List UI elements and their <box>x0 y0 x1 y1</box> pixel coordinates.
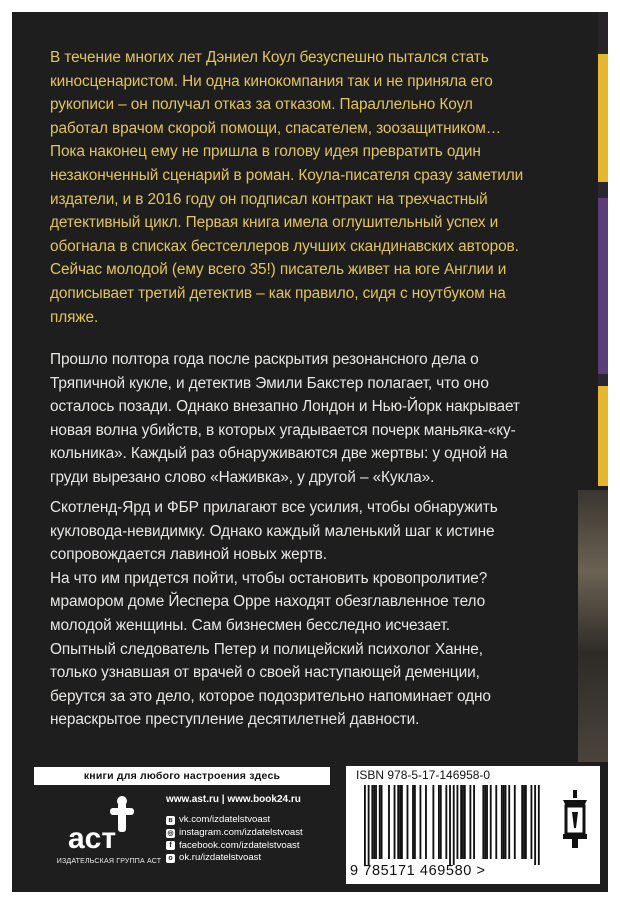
social-link-text: ok.ru/izdatelstvoast <box>179 852 262 864</box>
spine-strip-dark-2 <box>598 182 608 198</box>
barcode-bar <box>440 785 442 859</box>
barcode-bar <box>482 785 484 859</box>
barcode-bar <box>371 785 373 859</box>
slogan-bar: книги для любого настроения здесь <box>34 767 330 785</box>
barcode-bar <box>381 785 383 859</box>
spine-strip-dark-3 <box>598 374 608 386</box>
spine-strip-dark <box>598 12 608 54</box>
bio-line: работал врачом скорой помощи, спасателем, зоозащитником… <box>50 119 502 137</box>
social-link-text: instagram.com/izdatelstvoast <box>179 826 303 838</box>
barcode-bar <box>399 785 401 859</box>
barcode-bar <box>503 785 505 859</box>
barcode-bar <box>394 785 396 859</box>
bio-line: обогнала в списках бестселлеров лучших скандинавских авторов. <box>50 237 519 255</box>
bio-line: пляже. <box>50 308 99 326</box>
bio-line: детективный цикл. Первая книга имела оглушительный успех и <box>50 214 499 232</box>
barcode-bar <box>425 785 427 859</box>
barcode-bar <box>501 785 503 859</box>
barcode-bar <box>508 785 510 859</box>
social-link[interactable] <box>166 827 336 840</box>
barcode-bar <box>438 785 440 859</box>
plot2-line: На что им придется пойти, чтобы остановить кровопролитие? <box>50 569 488 587</box>
barcode-bar <box>388 785 390 859</box>
social-link[interactable] <box>166 852 336 865</box>
social-link-text: vk.com/izdatelstvoast <box>179 814 271 825</box>
plot-line: осталось позади. Однако внезапно Лондон и Нью-Йорк накрывает <box>50 398 520 416</box>
plot2-line: кукловода-невидимку. Однако каждый маленький шаг к истине <box>50 522 495 540</box>
plot2-line: только узнавшая от врачей о своей наступающей деменции, <box>50 664 480 682</box>
bio-line: дописывает третий детектив – как правило, сидя с ноутбуком на <box>50 284 506 302</box>
barcode-bar <box>505 785 507 859</box>
barcode-bar <box>521 785 523 859</box>
barcode-bar <box>412 785 414 859</box>
social-link-text: facebook.com/izdatelstvoast <box>179 839 300 851</box>
ast-logo <box>60 796 152 858</box>
isbn: ISBN 978-5-17-146958-0 <box>356 768 491 782</box>
bio-line: незаконченный сценарий в роман. Коула-писателя сразу заметили <box>50 166 524 184</box>
barcode-bar <box>375 785 377 859</box>
barcode-bar <box>379 785 381 859</box>
publisher-name: ИЗДАТЕЛЬСКАЯ ГРУППА АСТ <box>56 858 162 865</box>
barcode-bar <box>401 785 403 859</box>
plot-line: груди вырезано слово «Наживка», у другой – «Кукла». <box>50 468 435 486</box>
barcode-bar <box>420 785 422 859</box>
barcode-bar <box>462 785 464 859</box>
barcode-bar <box>464 785 466 859</box>
barcode-bar <box>432 785 434 859</box>
plot2-line: мрамором доме Йеспера Орре находят обезглавленное тело <box>50 593 486 611</box>
barcode-bar <box>473 785 475 859</box>
bio-line: Сейчас молодой (ему всего 35!) писатель живет на юге Англии и <box>50 261 507 279</box>
bio-line: рукописи – он получал отказ за отказом. Параллельно Коул <box>50 96 473 114</box>
book-back-cover <box>12 12 608 892</box>
social-link[interactable] <box>166 840 336 853</box>
plot-line: Тряпичной кукле, и детектив Эмили Бакстер полагает, что оно <box>50 374 489 392</box>
vk-icon: в <box>166 816 175 825</box>
websites[interactable]: www.ast.ru | www.book24.ru <box>166 794 301 805</box>
barcode-bar <box>449 785 451 865</box>
plot-line: Прошло полтора года после раскрытия резонансного дела о <box>50 351 479 368</box>
cover-edge-photo <box>578 490 608 762</box>
barcode-bar <box>495 785 497 859</box>
plot2-line: нераскрытое преступление десятилетней давности. <box>50 711 420 729</box>
barcode-bar <box>457 785 459 859</box>
barcode-bar <box>414 785 416 859</box>
barcode-bar <box>534 785 536 865</box>
barcode-digits: 9 785171 469580 > <box>350 863 486 879</box>
ok-icon: о <box>166 854 175 863</box>
barcode-bar <box>445 785 447 859</box>
social-link[interactable] <box>166 814 336 827</box>
bio-line: киносценаристом. Ни одна кинокомпания так и не приняла его <box>50 72 493 90</box>
barcode-bar <box>368 785 370 865</box>
barcode-bar <box>523 785 525 859</box>
barcode-bar <box>469 785 471 859</box>
plot-summary <box>50 348 570 490</box>
plot-summary-continued <box>50 496 570 732</box>
plot2-line: Опытный следователь Петер и полицейский психолог Ханне, <box>50 640 483 658</box>
instagram-icon: ◎ <box>167 829 174 837</box>
bio-line: издатели, и в 2016 году он подписал контракт на трехчастный <box>50 190 488 208</box>
facebook-icon: f <box>166 841 175 850</box>
barcode-bar <box>525 785 527 859</box>
barcode-bar <box>484 785 486 859</box>
barcode-bar <box>486 785 488 859</box>
plot2-line: сопровождается лавиной новых жертв. <box>50 546 327 564</box>
barcode-bar <box>407 785 409 859</box>
publisher-links <box>166 794 336 865</box>
author-bio <box>50 46 570 329</box>
spine-strip-yellow <box>598 54 608 182</box>
spine-strip-yellow-2 <box>598 386 608 486</box>
barcode <box>356 785 546 865</box>
barcode-bar <box>397 785 399 859</box>
social-links <box>166 814 336 865</box>
barcode-bar <box>514 785 516 859</box>
barcode-bar <box>453 785 455 865</box>
barcode-bar <box>538 785 540 865</box>
plot2-line: Скотленд-Ярд и ФБР прилагают все усилия, чтобы обнаружить <box>50 499 498 516</box>
barcode-bar <box>373 785 375 859</box>
barcode-panel <box>346 766 600 884</box>
plot-line: кольника». Каждый раз обнаруживаются две жертвы: у одной на <box>50 445 508 463</box>
spine-strip-purple <box>598 198 608 374</box>
lantern-icon <box>558 790 592 848</box>
bio-line: В течение многих лет Дэниел Коул безуспешно пытался стать <box>50 49 489 66</box>
barcode-bar <box>490 785 492 859</box>
barcode-bar <box>460 785 462 859</box>
bio-line: Пока наконец ему не пришла в голову идея превратить один <box>50 143 481 161</box>
plot2-line: молодой женщины. Сам бизнесмен бесследно исчезает. <box>50 616 450 634</box>
plot2-line: берутся за это дело, которое подозрительно напоминает одно <box>50 687 491 705</box>
plot-line: новая волна убийств, в которых угадывается почерк маньяка-«ку- <box>50 421 516 439</box>
barcode-bar <box>531 785 533 859</box>
ast-logo-text: аст <box>68 822 117 855</box>
barcode-bar <box>364 785 366 865</box>
